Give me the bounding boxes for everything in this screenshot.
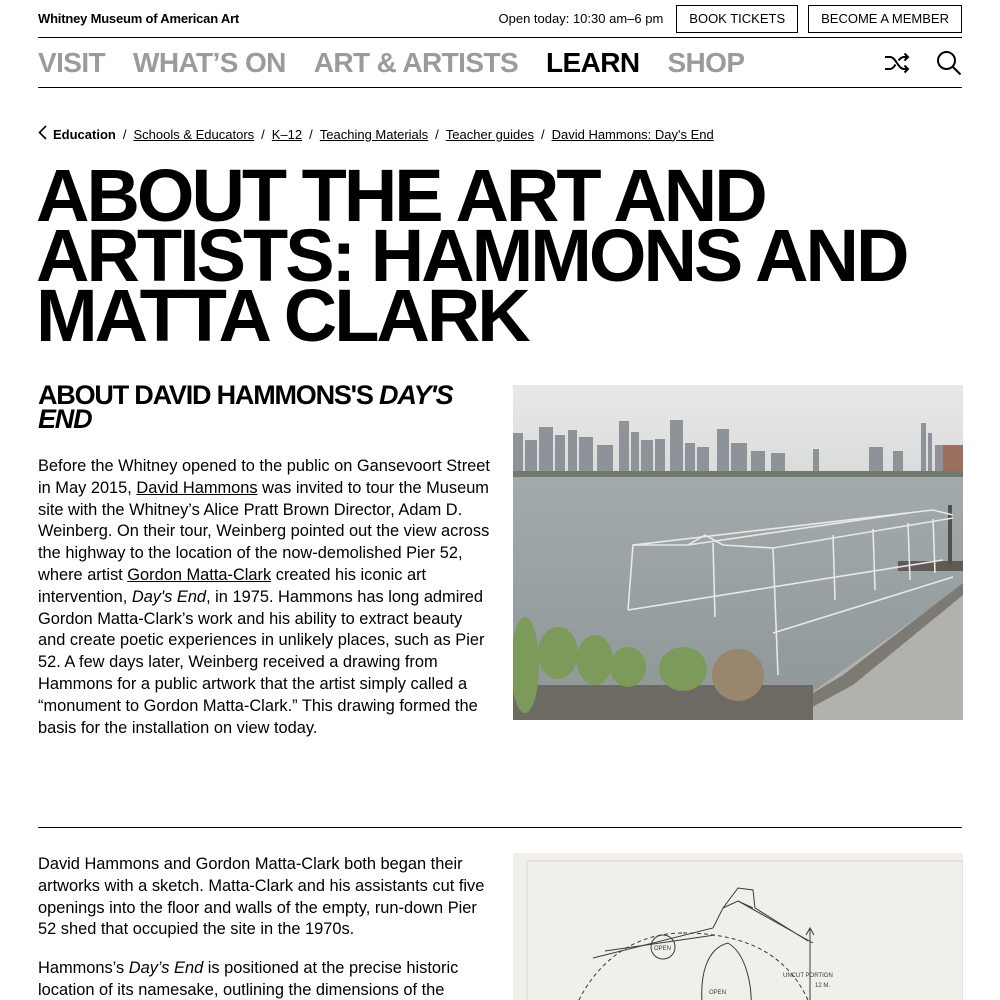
main-nav <box>38 38 962 88</box>
breadcrumb-schools-educators[interactable]: Schools & Educators <box>133 126 255 142</box>
breadcrumb-k12[interactable]: K–12 <box>271 126 303 142</box>
artwork-title: Day's End <box>131 587 207 606</box>
breadcrumb-teacher-guides[interactable]: Teacher guides <box>445 126 534 142</box>
become-member-button[interactable]: BECOME A MEMBER <box>808 5 962 33</box>
matta-clark-sketch <box>513 853 963 1000</box>
sketch-text-1: Hammons’s <box>38 959 129 978</box>
intro-text-2: was invited to tour the Museum site with the Whitney’s Alice Pratt Brown Director, Adam D. Weinberg. On their tour, Weinberg pointed out the view across the highway to the location of the now-demolished Pier 52, where artist <box>38 478 490 584</box>
nav-item-whats-on[interactable]: WHAT’S ON <box>133 46 286 78</box>
sketch-paragraph-1: David Hammons and Gordon Matta-Clark both began their artworks with a sketch. Matta-Clark and his assistants cut five openings into the floor and walls of the empty, run-down Pier 52 shed that occupied the site in the 1970s. <box>38 855 485 939</box>
nav-item-visit[interactable]: VISIT <box>38 46 106 78</box>
nav-item-shop[interactable]: SHOP <box>667 46 745 78</box>
section-heading-title: DAY'S END <box>38 380 453 434</box>
nav-item-art-artists[interactable]: ART & ARTISTS <box>313 46 519 78</box>
shuffle-icon[interactable] <box>884 51 910 75</box>
brand-logo[interactable]: Whitney Museum of American Art <box>38 11 240 26</box>
top-utility-bar <box>38 0 962 38</box>
sketch-paragraph-2 <box>38 958 490 1000</box>
sketch-label-open-1: OPEN <box>654 946 672 952</box>
section-heading <box>38 380 488 434</box>
section-divider <box>38 827 962 828</box>
breadcrumb-separator: / <box>261 126 265 142</box>
days-end-photo <box>513 385 963 720</box>
sketch-artwork-title: Day’s End <box>128 959 204 978</box>
breadcrumb-education[interactable]: Education <box>53 126 116 142</box>
page-title: ABOUT THE ART AND ARTISTS: HAMMONS AND MATTA CLARK <box>36 154 907 357</box>
sketch-label-12m: 12 M. <box>815 983 831 989</box>
intro-text-1: Before the Whitney opened to the public on Gansevoort Street in May 2015, <box>38 457 490 497</box>
intro-text-3: created his iconic art intervention, <box>38 565 427 606</box>
intro-text-4: , in 1975. Hammons has long admired Gordon Matta-Clark’s work and his ability to extract beauty and create poetic experiences in unlikely places, such as Pier 52. A few days later, Weinberg received a drawing from Hammons for a public artwork that the artist simply called a “monument to Gordon Matta-Clark.” This drawing formed the basis for the installation on view today. <box>38 587 485 737</box>
sketch-label-open-2: OPEN <box>709 990 727 996</box>
breadcrumb-current-page[interactable]: David Hammons: Day's End <box>551 126 714 142</box>
opening-hours[interactable]: Open today: 10:30 am–6 pm <box>498 11 664 26</box>
sketch-label-uncut-portion: UNCUT PORTION <box>783 973 833 979</box>
breadcrumb-separator: / <box>122 126 127 142</box>
breadcrumb-separator: / <box>309 126 313 142</box>
top-actions <box>499 5 963 33</box>
breadcrumb-separator: / <box>540 126 545 142</box>
breadcrumb-separator: / <box>435 126 439 142</box>
chevron-left-icon[interactable] <box>38 125 47 143</box>
sketch-section-text <box>38 854 490 1000</box>
search-icon[interactable] <box>936 50 962 76</box>
section-heading-main: ABOUT DAVID HAMMONS'S <box>38 380 380 410</box>
breadcrumb <box>38 125 714 143</box>
link-david-hammons[interactable]: David Hammons <box>136 478 258 497</box>
link-gordon-matta-clark[interactable]: Gordon Matta-Clark <box>127 565 272 584</box>
breadcrumb-teaching-materials[interactable]: Teaching Materials <box>319 126 429 142</box>
nav-item-learn[interactable]: LEARN <box>546 46 640 78</box>
sketch-text-2: is positioned at the precise historic location of its namesake, outlining the dimensions of the <box>38 959 459 999</box>
nav-icons <box>884 50 962 76</box>
book-tickets-button[interactable]: BOOK TICKETS <box>676 5 798 33</box>
intro-paragraph <box>38 456 490 739</box>
